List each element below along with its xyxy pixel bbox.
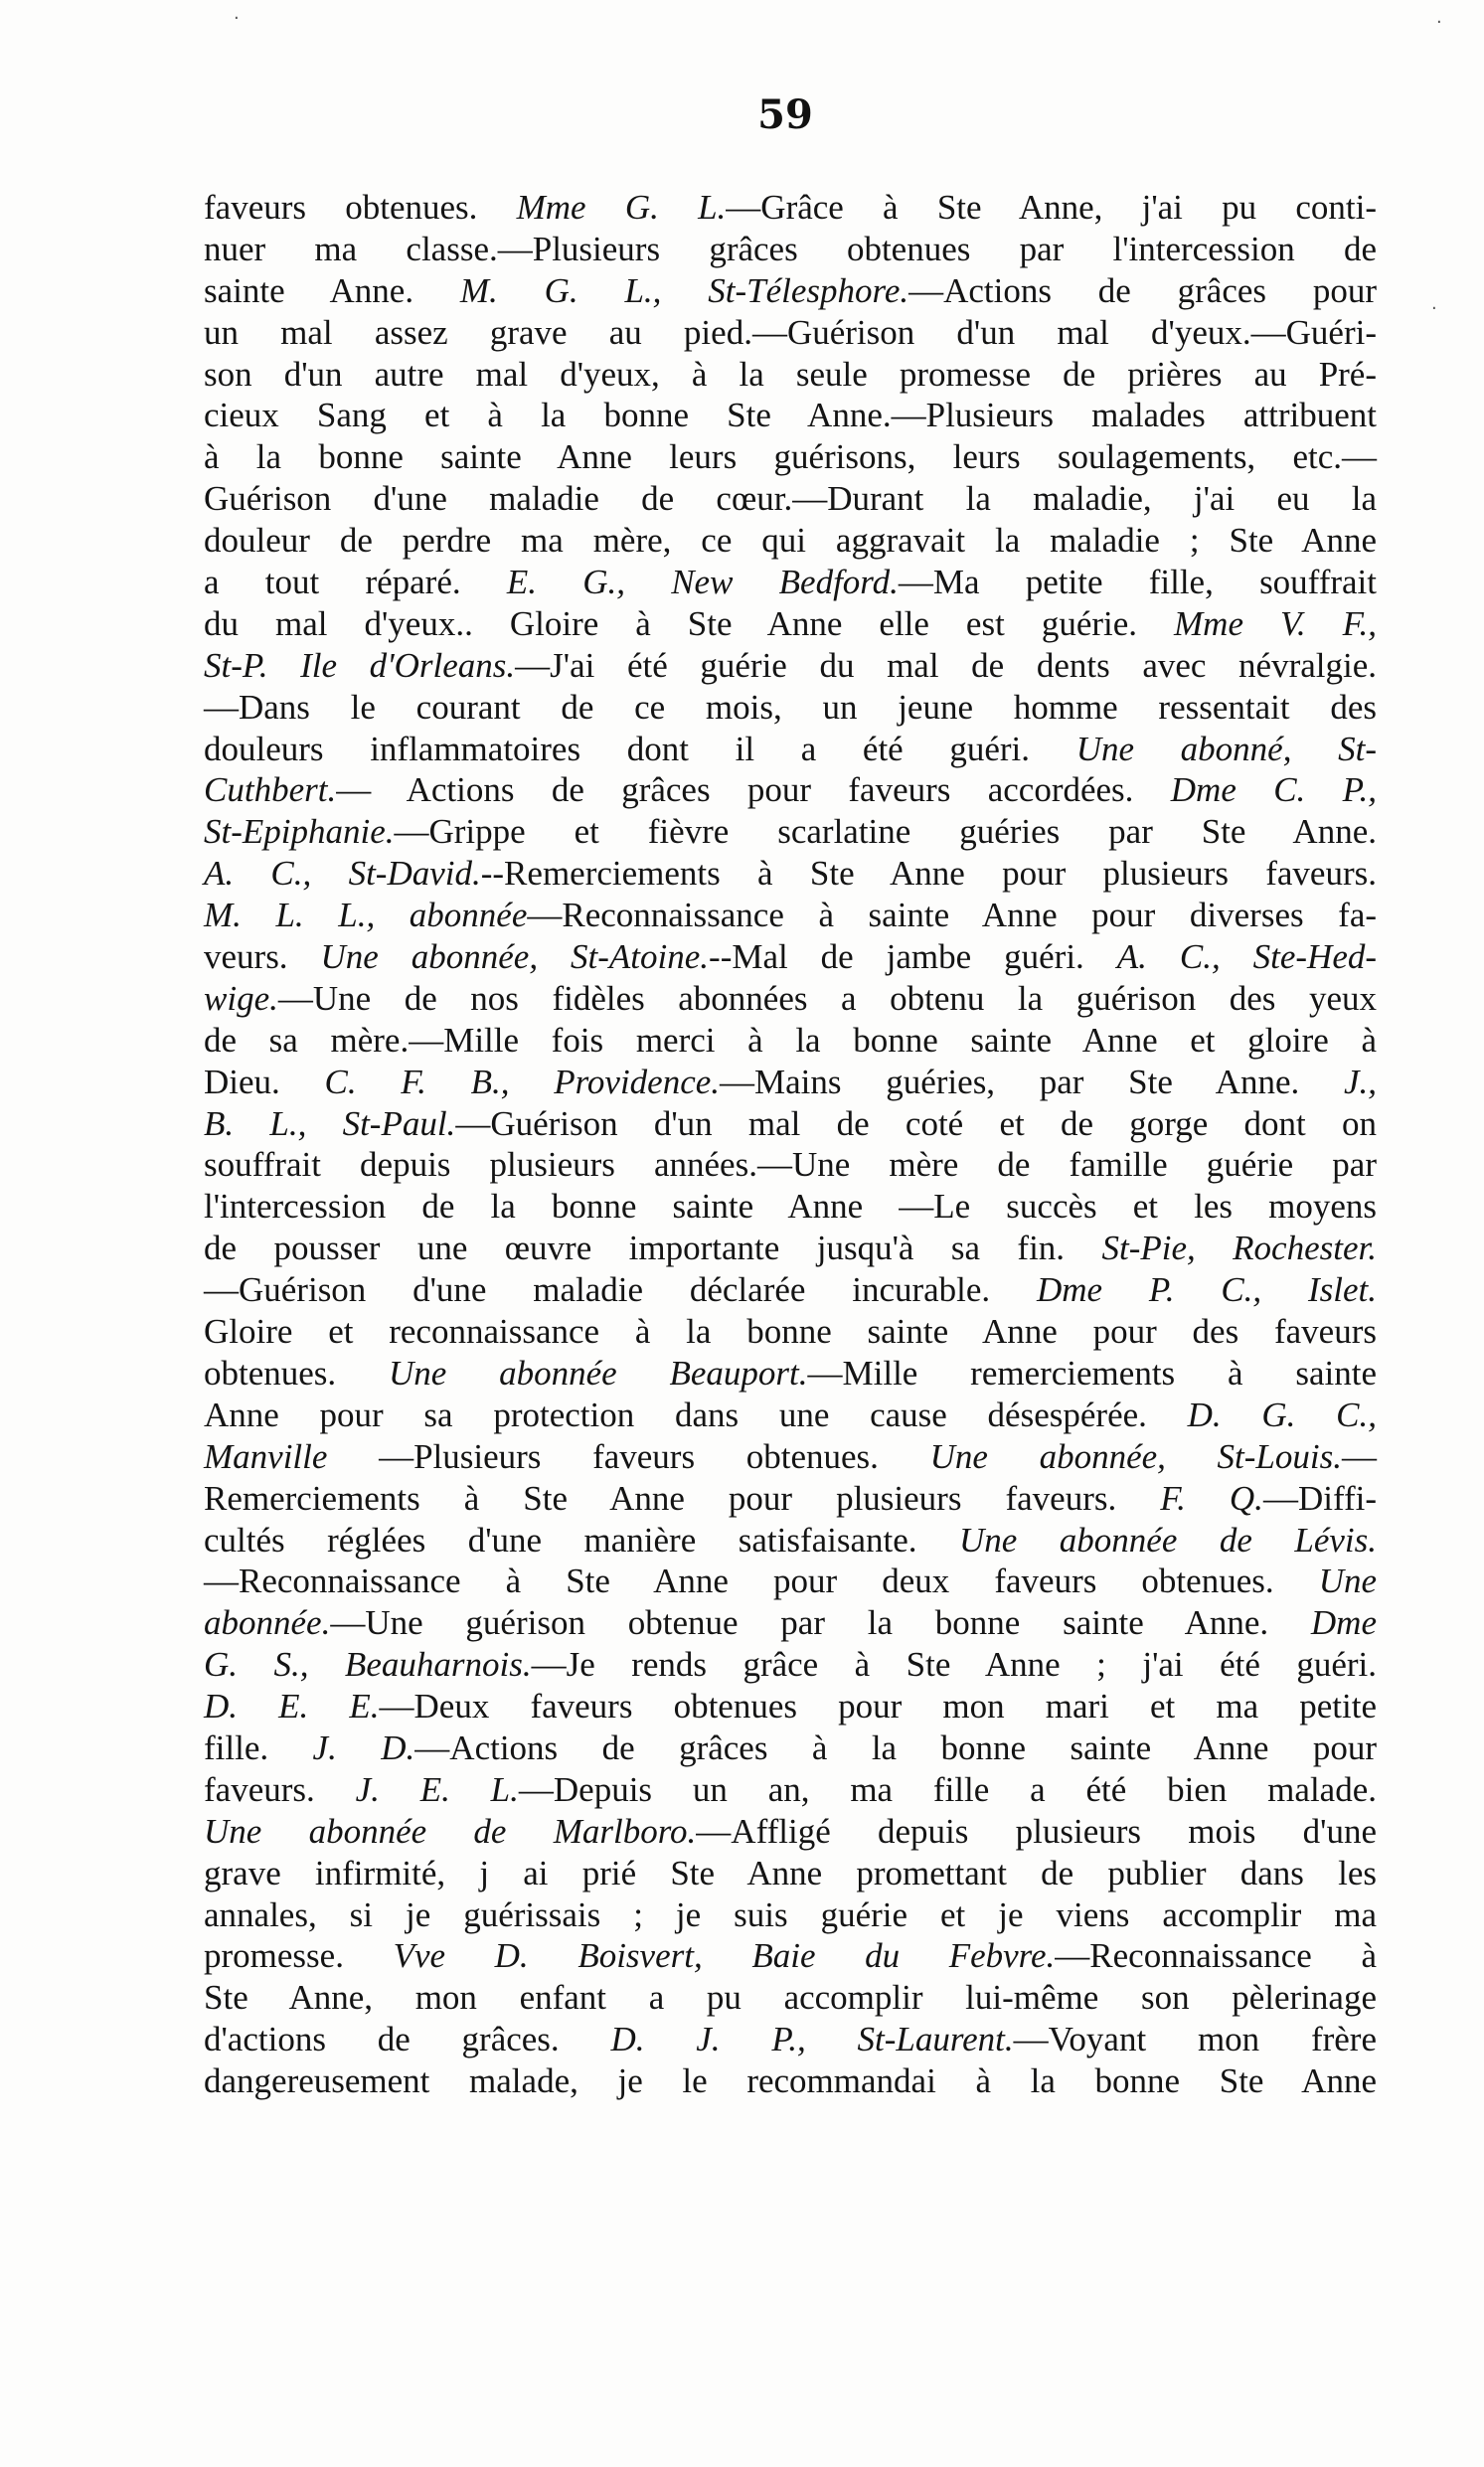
italic-attribution: M. G. L., St-Télesphore. [459, 270, 909, 310]
text-line [204, 270, 1377, 312]
text-run: grave infirmité, j ai prié Ste Anne promettant de publier dans les [204, 1853, 1377, 1892]
italic-attribution: Cuthbert. [204, 770, 337, 810]
italic-attribution: D. G. C., [1187, 1395, 1377, 1434]
text-run: —Depuis un an, ma fille a été bien malade. [518, 1769, 1377, 1809]
text-line [204, 1977, 1377, 2019]
text-line [204, 1186, 1377, 1228]
text-line [204, 729, 1377, 770]
italic-attribution: St-Pie, Rochester. [1101, 1229, 1377, 1268]
text-run: —Affligé depuis plusieurs mois d'une [696, 1811, 1377, 1851]
text-run: veurs. [204, 937, 321, 977]
text-run: Remerciements à Ste Anne pour plusieurs faveurs. [204, 1478, 1161, 1518]
text-run: promesse. [204, 1936, 394, 1976]
text-line [204, 1769, 1377, 1811]
text-run: Ste Anne, mon enfant a pu accomplir lui-même son pèlerinage [204, 1978, 1377, 2018]
text-run: souffrait depuis plusieurs années.—Une mère de famille guérie par [204, 1145, 1377, 1185]
text-line [204, 1894, 1377, 1936]
text-run: —Mains guéries, par Ste Anne. [720, 1062, 1344, 1101]
text-run: —Diffi- [1262, 1478, 1377, 1518]
text-run: — [1342, 1436, 1377, 1476]
text-line [204, 1935, 1377, 1977]
text-line [204, 1520, 1377, 1562]
italic-attribution: J. E. L. [355, 1769, 519, 1809]
text-run: —Deux faveurs obtenues pour mon mari et ma petite [379, 1687, 1377, 1727]
text-line [204, 520, 1377, 562]
text-run: un mal assez grave au pied.—Guérison d'un mal d'yeux.—Guéri- [204, 312, 1377, 352]
italic-attribution: Dme [1310, 1603, 1377, 1643]
italic-attribution: Une abonnée de Marlboro. [204, 1811, 697, 1851]
text-line [204, 354, 1377, 396]
text-line [204, 645, 1377, 687]
text-line [204, 1353, 1377, 1395]
text-line [204, 1602, 1377, 1644]
text-line [204, 2060, 1377, 2102]
text-line [204, 1478, 1377, 1520]
text-run: Gloire et reconnaissance à la bonne sainte Anne pour des faveurs [204, 1312, 1377, 1352]
italic-attribution: F. Q. [1160, 1478, 1263, 1518]
text-line [204, 2019, 1377, 2060]
italic-attribution: wige. [204, 978, 278, 1018]
text-line [204, 1103, 1377, 1145]
text-line [204, 853, 1377, 895]
text-line [204, 1062, 1377, 1103]
text-run: —Dans le courant de ce mois, un jeune homme ressentait des [204, 687, 1377, 727]
text-line [204, 1228, 1377, 1269]
text-line [204, 562, 1377, 603]
text-run: faveurs obtenues. [204, 188, 517, 227]
text-run: a tout réparé. [204, 563, 507, 602]
text-run: son d'un autre mal d'yeux, à la seule promesse de prières au Pré- [204, 354, 1377, 394]
text-run: — Actions de grâces pour faveurs accordées. [336, 770, 1171, 810]
italic-attribution: Une abonnée Beauport. [388, 1353, 808, 1393]
text-run: —Voyant mon frère [1013, 2020, 1377, 2059]
text-line [204, 1811, 1377, 1853]
italic-attribution: St-Epiphanie. [204, 812, 395, 852]
text-run: —Reconnaissance à [1055, 1936, 1377, 1976]
text-run: de pousser une œuvre importante jusqu'à sa fin. [204, 1229, 1102, 1268]
text-run: douleur de perdre ma mère, ce qui aggravait la maladie ; Ste Anne [204, 521, 1377, 561]
italic-attribution: A. C., St-David. [204, 854, 481, 894]
italic-attribution: D. E. E. [204, 1687, 380, 1727]
text-run: —Mille remerciements à sainte [807, 1353, 1377, 1393]
italic-attribution: Dme P. C., Islet. [1037, 1270, 1377, 1310]
italic-attribution: B. L., St-Paul. [204, 1103, 456, 1143]
italic-attribution: Une abonnée, St-Atoine. [320, 937, 710, 977]
text-line [204, 895, 1377, 936]
text-run: Anne pour sa protection dans une cause désespérée. [204, 1395, 1188, 1434]
text-run: nuer ma classe.—Plusieurs grâces obtenues par l'intercession de [204, 229, 1377, 268]
italic-attribution: St-P. Ile d'Orleans. [204, 645, 516, 685]
text-line [204, 478, 1377, 520]
page-number: 59 [757, 91, 813, 138]
text-run: à la bonne sainte Anne leurs guérisons, leurs soulagements, etc.— [204, 437, 1377, 477]
text-line [204, 1395, 1377, 1436]
italic-attribution: Vve D. Boisvert, Baie du Febvre. [393, 1936, 1056, 1976]
text-run: annales, si je guérissais ; je suis guérie et je viens accomplir ma [204, 1894, 1377, 1934]
italic-attribution: Mme V. F., [1174, 603, 1377, 643]
text-line [204, 1311, 1377, 1353]
text-run: —Guérison d'un mal de coté et de gorge dont on [455, 1103, 1377, 1143]
text-run: l'intercession de la bonne sainte Anne —Le succès et les moyens [204, 1187, 1377, 1227]
text-run: sainte Anne. [204, 270, 460, 310]
text-line [204, 229, 1377, 270]
text-line [204, 687, 1377, 729]
text-line [204, 1144, 1377, 1186]
text-line [204, 312, 1377, 354]
italic-attribution: abonnée. [204, 1603, 331, 1643]
text-line [204, 603, 1377, 645]
text-run: cultés réglées d'une manière satisfaisante. [204, 1520, 960, 1560]
text-line [204, 1020, 1377, 1062]
text-run: —Je rends grâce à Ste Anne ; j'ai été guéri. [531, 1645, 1378, 1685]
text-run: d'actions de grâces. [204, 2020, 611, 2059]
text-run: obtenues. [204, 1353, 389, 1393]
italic-attribution: M. L. L., abonnée [204, 896, 528, 935]
text-run: —Reconnaissance à Ste Anne pour deux faveurs obtenues. [204, 1562, 1319, 1601]
text-line [204, 1436, 1377, 1478]
text-run: cieux Sang et à la bonne Ste Anne.—Plusieurs malades attribuent [204, 396, 1377, 435]
text-line [204, 1727, 1377, 1769]
italic-attribution: J., [1343, 1062, 1377, 1101]
text-run: --Remerciements à Ste Anne pour plusieurs faveurs. [480, 854, 1377, 894]
text-run: —Grâce à Ste Anne, j'ai pu conti- [726, 188, 1377, 227]
text-line [204, 187, 1377, 229]
text-line [204, 395, 1377, 436]
text-line [204, 811, 1377, 853]
text-line [204, 1561, 1377, 1602]
text-run: —Grippe et fièvre scarlatine guéries par Ste Anne. [394, 812, 1377, 852]
text-line [204, 1644, 1377, 1686]
italic-attribution: Dme C. P., [1170, 770, 1378, 810]
text-run: du mal d'yeux.. Gloire à Ste Anne elle est guérie. [204, 603, 1175, 643]
text-line [204, 978, 1377, 1020]
text-run: —Une de nos fidèles abonnées a obtenu la guérison des yeux [277, 978, 1377, 1018]
text-run: de sa mère.—Mille fois merci à la bonne sainte Anne et gloire à [204, 1020, 1377, 1060]
text-run: —Guérison d'une maladie déclarée incurable. [204, 1270, 1037, 1310]
italic-attribution: Une abonnée, St-Louis. [929, 1436, 1342, 1476]
italic-attribution: D. J. P., St-Laurent. [610, 2020, 1014, 2059]
scan-speck: · [234, 8, 240, 29]
italic-attribution: Une abonné, St- [1075, 729, 1377, 768]
scan-speck: · [1431, 298, 1437, 319]
body-text [204, 187, 1377, 2102]
italic-attribution: G. S., Beauharnois. [204, 1645, 532, 1685]
italic-attribution: E. G., New Bedford. [506, 563, 899, 602]
text-run: —Plusieurs faveurs obtenues. [327, 1436, 930, 1476]
italic-attribution: A. C., Ste-Hed- [1116, 937, 1378, 977]
text-run: —Ma petite fille, souffrait [898, 563, 1378, 602]
text-line [204, 1269, 1377, 1311]
text-line [204, 1853, 1377, 1894]
text-run: —Actions de grâces à la bonne sainte Anne pour [414, 1727, 1378, 1767]
text-line [204, 936, 1377, 978]
italic-attribution: Mme G. L. [516, 188, 727, 227]
italic-attribution: Une [1318, 1562, 1377, 1601]
text-run: —Une guérison obtenue par la bonne sainte Anne. [330, 1603, 1311, 1643]
text-run: —J'ai été guérie du mal de dents avec névralgie. [515, 645, 1377, 685]
text-line [204, 769, 1377, 811]
text-line [204, 436, 1377, 478]
italic-attribution: Manville [204, 1436, 328, 1476]
text-run: Dieu. [204, 1062, 325, 1101]
text-run: --Mal de jambe guéri. [709, 937, 1117, 977]
text-run: douleurs inflammatoires dont il a été guéri. [204, 729, 1076, 768]
text-run: —Reconnaissance à sainte Anne pour diverses fa- [527, 896, 1378, 935]
italic-attribution: C. F. B., Providence. [324, 1062, 721, 1101]
text-run: fille. [204, 1727, 313, 1767]
text-run: Guérison d'une maladie de cœur.—Durant la maladie, j'ai eu la [204, 479, 1377, 519]
text-run: dangereusement malade, je le recommandai à la bonne Ste Anne [204, 2061, 1377, 2101]
text-line [204, 1686, 1377, 1727]
text-run: faveurs. [204, 1769, 356, 1809]
italic-attribution: J. D. [312, 1727, 415, 1767]
italic-attribution: Une abonnée de Lévis. [959, 1520, 1378, 1560]
scan-speck: · [1436, 12, 1442, 33]
text-run: —Actions de grâces pour [908, 270, 1377, 310]
